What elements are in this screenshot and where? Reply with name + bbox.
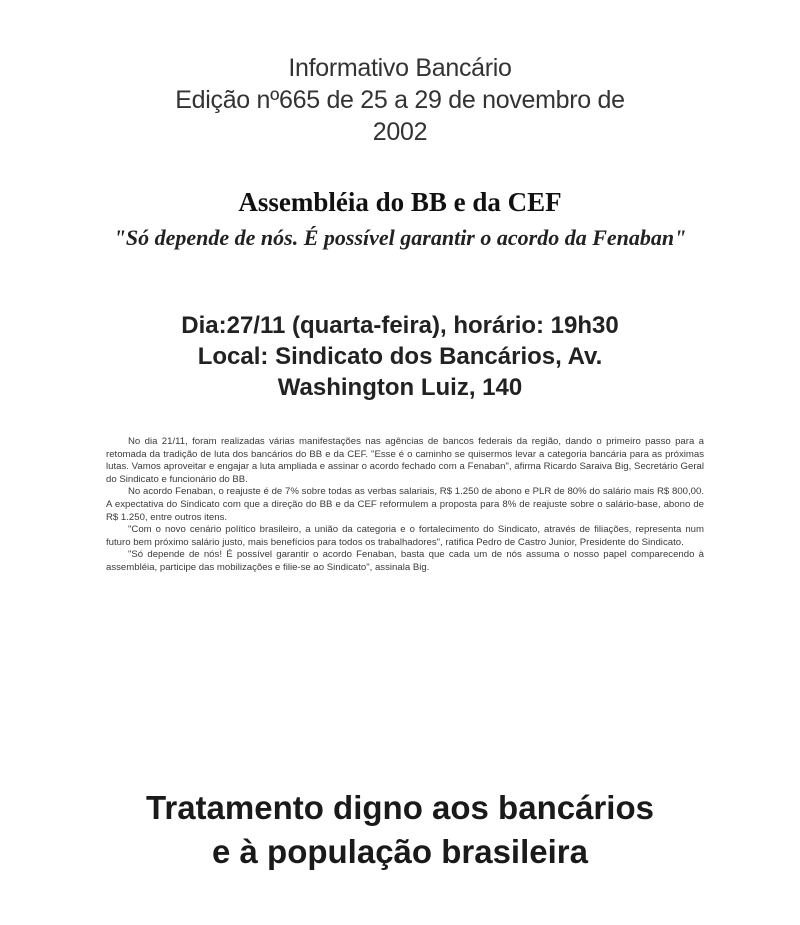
closing-headline-line2: e à população brasileira [212,833,588,870]
closing-headline [60,786,740,874]
article-paragraph: No dia 21/11, foram realizadas várias manifestações nas agências de bancos federais da região, dando o primeiro passo para a retomada da tradição de luta dos bancários do BB e da CEF. "Esse é o caminho se quisermos levar a categoria bancária para as próximas lutas. Vamos aproveitar e engajar a luta ampliada e assinar o acordo fechado com a Fenaban", afirma Ricardo Saraiva Big, Secretário Geral do Sindicato e funcionário do BB. [106,436,704,485]
meeting-date-time: Dia:27/11 (quarta-feira), horário: 19h30 [181,312,619,339]
edition-line: Edição nº665 de 25 a 29 de novembro de [175,86,625,114]
article-body [106,436,704,575]
meeting-details [110,310,690,403]
publication-name: Informativo Bancário [288,54,512,82]
assembly-title: Assembléia do BB e da CEF [238,187,562,217]
article-paragraph: No acordo Fenaban, o reajuste é de 7% sobre todas as verbas salariais, R$ 1.250 de abono e PLR de 80% do salário mais R$ 800,00. A expectativa do Sindicato com que a direção do BB e da CEF reformulem a proposta para 8% de reajuste sobre o salário-base, abono de R$ 1.250, entre outros itens. [106,486,704,523]
closing-headline-line1: Tratamento digno aos bancários [146,789,654,826]
meeting-address: Washington Luiz, 140 [277,374,523,401]
assembly-quote: "Só depende de nós. É possível garantir o acordo da Fenaban" [113,225,687,250]
article-paragraph: "Só depende de nós! É possível garantir o acordo Fenaban, basta que cada um de nós assuma o nosso papel comparecendo à assembléia, participe das mobilizações e filie-se ao Sindicato", assinala Big. [106,549,704,573]
meeting-location: Local: Sindicato dos Bancários, Av. [197,343,603,370]
masthead [100,52,700,148]
edition-year: 2002 [372,118,428,146]
article-paragraph: "Com o novo cenário político brasileiro, a união da categoria e o fortalecimento do Sindicato, através de filiações, representa num futuro bem próximo salário justo, mais benefícios para todos os trabalhadores", ratifica Pedro de Castro Junior, Presidente do Sindicato. [106,524,704,548]
